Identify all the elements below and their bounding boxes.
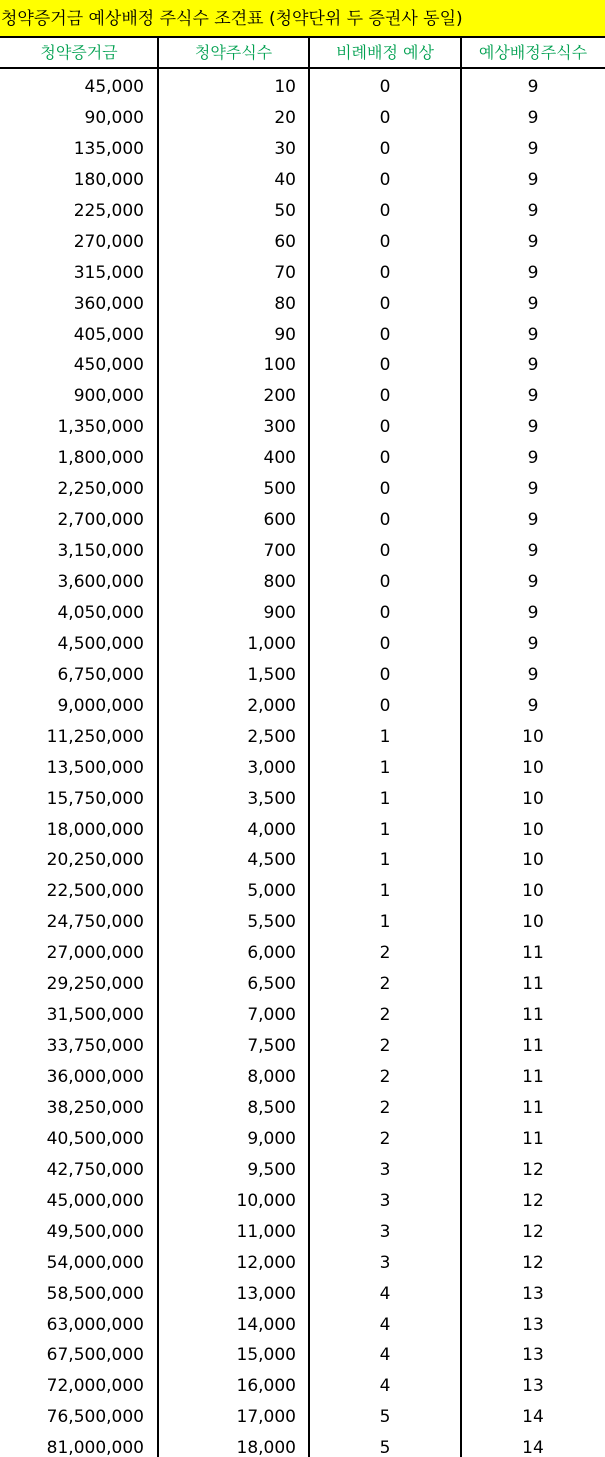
cell-proportional[interactable]: 3 xyxy=(379,1159,391,1180)
cell-expected[interactable]: 11 xyxy=(522,974,544,995)
cell-shares[interactable]: 5,500 xyxy=(247,912,296,933)
cell-expected[interactable]: 10 xyxy=(522,757,544,778)
table-title: 청약증거금 예상배정 주식수 조견표 (청약단위 두 증권사 동일) xyxy=(0,0,605,38)
table-row xyxy=(0,1430,605,1457)
cell-expected[interactable]: 13 xyxy=(522,1314,544,1335)
cell-deposit[interactable]: 4,500,000 xyxy=(57,633,144,654)
cell-shares[interactable]: 50 xyxy=(274,200,296,221)
cell-deposit[interactable]: 900,000 xyxy=(73,386,144,407)
table-row xyxy=(0,409,605,440)
cell-expected[interactable]: 11 xyxy=(522,1128,544,1149)
cell-shares[interactable]: 17,000 xyxy=(236,1407,296,1428)
table-row xyxy=(0,162,605,193)
header-deposit: 청약증거금 xyxy=(0,38,158,69)
table-row xyxy=(0,626,605,657)
cell-deposit[interactable]: 2,700,000 xyxy=(57,510,144,531)
cell-deposit[interactable]: 63,000,000 xyxy=(46,1314,144,1335)
cell-expected[interactable]: 9 xyxy=(527,293,539,314)
table-row xyxy=(0,193,605,224)
cell-expected[interactable]: 9 xyxy=(527,262,539,283)
cell-expected[interactable]: 13 xyxy=(522,1345,544,1366)
cell-proportional[interactable]: 4 xyxy=(379,1314,391,1335)
cell-expected[interactable]: 9 xyxy=(527,664,539,685)
cell-expected[interactable]: 10 xyxy=(522,850,544,871)
cell-expected[interactable]: 11 xyxy=(522,943,544,964)
cell-expected[interactable]: 14 xyxy=(522,1407,544,1428)
cell-proportional[interactable]: 3 xyxy=(379,1221,391,1242)
cell-deposit[interactable]: 40,500,000 xyxy=(46,1128,144,1149)
cell-deposit[interactable]: 360,000 xyxy=(73,293,144,314)
cell-shares[interactable]: 9,500 xyxy=(247,1159,296,1180)
cell-expected[interactable]: 9 xyxy=(527,417,539,438)
table-row xyxy=(0,1245,605,1276)
cell-expected[interactable]: 12 xyxy=(522,1190,544,1211)
cell-proportional[interactable]: 0 xyxy=(379,231,391,252)
cell-deposit[interactable]: 2,250,000 xyxy=(57,479,144,500)
cell-shares[interactable]: 100 xyxy=(263,355,296,376)
cell-deposit[interactable]: 405,000 xyxy=(73,324,144,345)
cell-expected[interactable]: 9 xyxy=(527,231,539,252)
cell-shares[interactable]: 4,000 xyxy=(247,819,296,840)
cell-deposit[interactable]: 31,500,000 xyxy=(46,1005,144,1026)
cell-shares[interactable]: 15,000 xyxy=(236,1345,296,1366)
cell-shares[interactable]: 13,000 xyxy=(236,1283,296,1304)
cell-expected[interactable]: 9 xyxy=(527,138,539,159)
cell-proportional[interactable]: 0 xyxy=(379,77,391,97)
cell-proportional[interactable]: 2 xyxy=(379,1067,391,1087)
cell-proportional[interactable]: 0 xyxy=(379,479,391,500)
cell-proportional[interactable]: 5 xyxy=(379,1438,391,1457)
cell-proportional[interactable]: 2 xyxy=(379,974,391,995)
cell-proportional[interactable]: 1 xyxy=(379,912,391,933)
cell-expected[interactable]: 9 xyxy=(527,448,539,469)
cell-expected[interactable]: 10 xyxy=(522,819,544,840)
cell-expected[interactable]: 9 xyxy=(527,633,539,654)
cell-deposit[interactable]: 1,350,000 xyxy=(57,417,144,438)
cell-shares[interactable]: 40 xyxy=(274,169,296,190)
cell-proportional[interactable]: 0 xyxy=(379,572,391,592)
cell-deposit[interactable]: 54,000,000 xyxy=(46,1252,144,1273)
cell-shares[interactable]: 8,000 xyxy=(247,1067,296,1087)
cell-shares[interactable]: 1,000 xyxy=(247,633,296,654)
cell-deposit[interactable]: 24,750,000 xyxy=(46,912,144,933)
table-row xyxy=(0,471,605,502)
table-row xyxy=(0,317,605,348)
table-row xyxy=(0,688,605,719)
header-expected-allocation: 예상배정주식수 xyxy=(461,38,605,69)
cell-shares[interactable]: 7,500 xyxy=(247,1036,296,1057)
cell-deposit[interactable]: 11,250,000 xyxy=(46,726,144,747)
cell-deposit[interactable]: 3,600,000 xyxy=(57,572,144,592)
cell-shares[interactable]: 2,500 xyxy=(247,726,296,747)
column-divider xyxy=(460,38,462,1457)
table-row xyxy=(0,1152,605,1183)
cell-shares[interactable]: 700 xyxy=(263,541,296,562)
cell-shares[interactable]: 200 xyxy=(263,386,296,407)
cell-deposit[interactable]: 45,000,000 xyxy=(46,1190,144,1211)
cell-proportional[interactable]: 0 xyxy=(379,602,391,623)
cell-expected[interactable]: 9 xyxy=(527,479,539,500)
cell-shares[interactable]: 900 xyxy=(263,602,296,623)
cell-shares[interactable]: 20 xyxy=(274,107,296,128)
cell-shares[interactable]: 70 xyxy=(274,262,296,283)
cell-shares[interactable]: 1,500 xyxy=(247,664,296,685)
cell-proportional[interactable]: 0 xyxy=(379,541,391,562)
table-row xyxy=(0,1307,605,1338)
cell-deposit[interactable]: 38,250,000 xyxy=(46,1097,144,1118)
cell-deposit[interactable]: 33,750,000 xyxy=(46,1036,144,1057)
cell-expected[interactable]: 11 xyxy=(522,1097,544,1118)
table-row xyxy=(0,966,605,997)
cell-shares[interactable]: 3,500 xyxy=(247,788,296,809)
cell-deposit[interactable]: 13,500,000 xyxy=(46,757,144,778)
table-row xyxy=(0,533,605,564)
cell-deposit[interactable]: 81,000,000 xyxy=(46,1438,144,1457)
cell-deposit[interactable]: 36,000,000 xyxy=(46,1067,144,1087)
cell-expected[interactable]: 10 xyxy=(522,788,544,809)
table-row xyxy=(0,440,605,471)
cell-shares[interactable]: 80 xyxy=(274,293,296,314)
cell-proportional[interactable]: 2 xyxy=(379,1097,391,1118)
cell-expected[interactable]: 11 xyxy=(522,1036,544,1057)
cell-deposit[interactable]: 450,000 xyxy=(73,355,144,376)
cell-proportional[interactable]: 0 xyxy=(379,200,391,221)
cell-proportional[interactable]: 0 xyxy=(379,386,391,407)
cell-proportional[interactable]: 0 xyxy=(379,664,391,685)
cell-proportional[interactable]: 1 xyxy=(379,788,391,809)
table-row xyxy=(0,1337,605,1368)
cell-proportional[interactable]: 4 xyxy=(379,1283,391,1304)
cell-proportional[interactable]: 2 xyxy=(379,943,391,964)
table-row xyxy=(0,1276,605,1307)
cell-expected[interactable]: 12 xyxy=(522,1159,544,1180)
cell-expected[interactable]: 11 xyxy=(522,1067,544,1087)
cell-deposit[interactable]: 270,000 xyxy=(73,231,144,252)
cell-deposit[interactable]: 27,000,000 xyxy=(46,943,144,964)
cell-shares[interactable]: 10,000 xyxy=(236,1190,296,1211)
table-row xyxy=(0,595,605,626)
cell-expected[interactable]: 9 xyxy=(527,169,539,190)
cell-expected[interactable]: 9 xyxy=(527,77,539,97)
cell-deposit[interactable]: 67,500,000 xyxy=(46,1345,144,1366)
cell-expected[interactable]: 9 xyxy=(527,200,539,221)
cell-shares[interactable]: 16,000 xyxy=(236,1376,296,1397)
cell-shares[interactable]: 400 xyxy=(263,448,296,469)
column-divider xyxy=(308,38,310,1457)
cell-shares[interactable]: 3,000 xyxy=(247,757,296,778)
cell-shares[interactable]: 10 xyxy=(274,77,296,97)
cell-proportional[interactable]: 0 xyxy=(379,448,391,469)
table-row xyxy=(0,1214,605,1245)
cell-shares[interactable]: 14,000 xyxy=(236,1314,296,1335)
cell-proportional[interactable]: 0 xyxy=(379,510,391,531)
cell-expected[interactable]: 9 xyxy=(527,386,539,407)
cell-deposit[interactable]: 4,050,000 xyxy=(57,602,144,623)
table-row xyxy=(0,1399,605,1430)
cell-expected[interactable]: 12 xyxy=(522,1221,544,1242)
cell-proportional[interactable]: 0 xyxy=(379,262,391,283)
cell-expected[interactable]: 9 xyxy=(527,355,539,376)
cell-proportional[interactable]: 0 xyxy=(379,138,391,159)
header-shares: 청약주식수 xyxy=(158,38,309,69)
cell-expected[interactable]: 9 xyxy=(527,510,539,531)
cell-shares[interactable]: 90 xyxy=(274,324,296,345)
cell-shares[interactable]: 18,000 xyxy=(236,1438,296,1457)
cell-proportional[interactable]: 0 xyxy=(379,355,391,376)
cell-expected[interactable]: 10 xyxy=(522,912,544,933)
cell-shares[interactable]: 9,000 xyxy=(247,1128,296,1149)
cell-proportional[interactable]: 1 xyxy=(379,757,391,778)
cell-proportional[interactable]: 0 xyxy=(379,293,391,314)
cell-shares[interactable]: 4,500 xyxy=(247,850,296,871)
cell-shares[interactable]: 30 xyxy=(274,138,296,159)
cell-expected[interactable]: 9 xyxy=(527,695,539,716)
table-row xyxy=(0,100,605,131)
cell-expected[interactable]: 9 xyxy=(527,572,539,592)
table-row xyxy=(0,935,605,966)
cell-expected[interactable]: 9 xyxy=(527,541,539,562)
cell-shares[interactable]: 6,500 xyxy=(247,974,296,995)
table-row xyxy=(0,1121,605,1152)
cell-proportional[interactable]: 0 xyxy=(379,169,391,190)
cell-deposit[interactable]: 72,000,000 xyxy=(46,1376,144,1397)
cell-deposit[interactable]: 6,750,000 xyxy=(57,664,144,685)
cell-proportional[interactable]: 4 xyxy=(379,1345,391,1366)
cell-proportional[interactable]: 4 xyxy=(379,1376,391,1397)
table-row xyxy=(0,564,605,595)
cell-deposit[interactable]: 15,750,000 xyxy=(46,788,144,809)
table-row xyxy=(0,69,605,100)
cell-deposit[interactable]: 180,000 xyxy=(73,169,144,190)
header-proportional: 비례배정 예상 xyxy=(309,38,461,69)
table-row xyxy=(0,904,605,935)
cell-deposit[interactable]: 22,500,000 xyxy=(46,881,144,902)
table-row xyxy=(0,1090,605,1121)
cell-deposit[interactable]: 90,000 xyxy=(84,107,144,128)
table-body xyxy=(0,69,605,1457)
cell-proportional[interactable]: 1 xyxy=(379,850,391,871)
cell-proportional[interactable]: 2 xyxy=(379,1128,391,1149)
cell-shares[interactable]: 6,000 xyxy=(247,943,296,964)
table-row xyxy=(0,657,605,688)
cell-deposit[interactable]: 315,000 xyxy=(73,262,144,283)
cell-proportional[interactable]: 1 xyxy=(379,819,391,840)
cell-proportional[interactable]: 3 xyxy=(379,1190,391,1211)
header-row xyxy=(0,38,605,69)
cell-shares[interactable]: 300 xyxy=(263,417,296,438)
table-row xyxy=(0,997,605,1028)
cell-deposit[interactable]: 58,500,000 xyxy=(46,1283,144,1304)
table-row xyxy=(0,286,605,317)
cell-proportional[interactable]: 0 xyxy=(379,633,391,654)
cell-proportional[interactable]: 0 xyxy=(379,107,391,128)
cell-proportional[interactable]: 0 xyxy=(379,417,391,438)
cell-expected[interactable]: 10 xyxy=(522,726,544,747)
cell-shares[interactable]: 5,000 xyxy=(247,881,296,902)
cell-expected[interactable]: 11 xyxy=(522,1005,544,1026)
cell-deposit[interactable]: 225,000 xyxy=(73,200,144,221)
cell-proportional[interactable]: 0 xyxy=(379,695,391,716)
table-row xyxy=(0,502,605,533)
cell-shares[interactable]: 600 xyxy=(263,510,296,531)
cell-shares[interactable]: 11,000 xyxy=(236,1221,296,1242)
cell-expected[interactable]: 12 xyxy=(522,1252,544,1273)
cell-shares[interactable]: 7,000 xyxy=(247,1005,296,1026)
cell-expected[interactable]: 9 xyxy=(527,602,539,623)
cell-shares[interactable]: 500 xyxy=(263,479,296,500)
cell-proportional[interactable]: 2 xyxy=(379,1005,391,1026)
cell-expected[interactable]: 9 xyxy=(527,107,539,128)
cell-deposit[interactable]: 3,150,000 xyxy=(57,541,144,562)
cell-deposit[interactable]: 29,250,000 xyxy=(46,974,144,995)
cell-expected[interactable]: 9 xyxy=(527,324,539,345)
cell-deposit[interactable]: 18,000,000 xyxy=(46,819,144,840)
cell-shares[interactable]: 8,500 xyxy=(247,1097,296,1118)
cell-shares[interactable]: 60 xyxy=(274,231,296,252)
cell-deposit[interactable]: 42,750,000 xyxy=(46,1159,144,1180)
table-row xyxy=(0,131,605,162)
table-row xyxy=(0,255,605,286)
column-divider xyxy=(157,38,159,1457)
cell-deposit[interactable]: 9,000,000 xyxy=(57,695,144,716)
cell-shares[interactable]: 800 xyxy=(263,572,296,592)
cell-proportional[interactable]: 1 xyxy=(379,726,391,747)
table-row xyxy=(0,750,605,781)
cell-deposit[interactable]: 45,000 xyxy=(84,77,144,97)
table-row xyxy=(0,1059,605,1090)
table-row xyxy=(0,812,605,843)
cell-deposit[interactable]: 20,250,000 xyxy=(46,850,144,871)
cell-expected[interactable]: 13 xyxy=(522,1376,544,1397)
table-row xyxy=(0,873,605,904)
table-row xyxy=(0,842,605,873)
cell-expected[interactable]: 14 xyxy=(522,1438,544,1457)
table-row xyxy=(0,347,605,378)
table-row xyxy=(0,719,605,750)
cell-proportional[interactable]: 3 xyxy=(379,1252,391,1273)
cell-deposit[interactable]: 76,500,000 xyxy=(46,1407,144,1428)
table-row xyxy=(0,1368,605,1399)
cell-proportional[interactable]: 5 xyxy=(379,1407,391,1428)
cell-deposit[interactable]: 1,800,000 xyxy=(57,448,144,469)
cell-proportional[interactable]: 2 xyxy=(379,1036,391,1057)
cell-proportional[interactable]: 1 xyxy=(379,881,391,902)
cell-deposit[interactable]: 135,000 xyxy=(73,138,144,159)
cell-shares[interactable]: 2,000 xyxy=(247,695,296,716)
cell-shares[interactable]: 12,000 xyxy=(236,1252,296,1273)
table-row xyxy=(0,224,605,255)
cell-proportional[interactable]: 0 xyxy=(379,324,391,345)
cell-deposit[interactable]: 49,500,000 xyxy=(46,1221,144,1242)
cell-expected[interactable]: 10 xyxy=(522,881,544,902)
table-row xyxy=(0,378,605,409)
cell-expected[interactable]: 13 xyxy=(522,1283,544,1304)
table-row xyxy=(0,1183,605,1214)
table-row xyxy=(0,1028,605,1059)
table-row xyxy=(0,781,605,812)
